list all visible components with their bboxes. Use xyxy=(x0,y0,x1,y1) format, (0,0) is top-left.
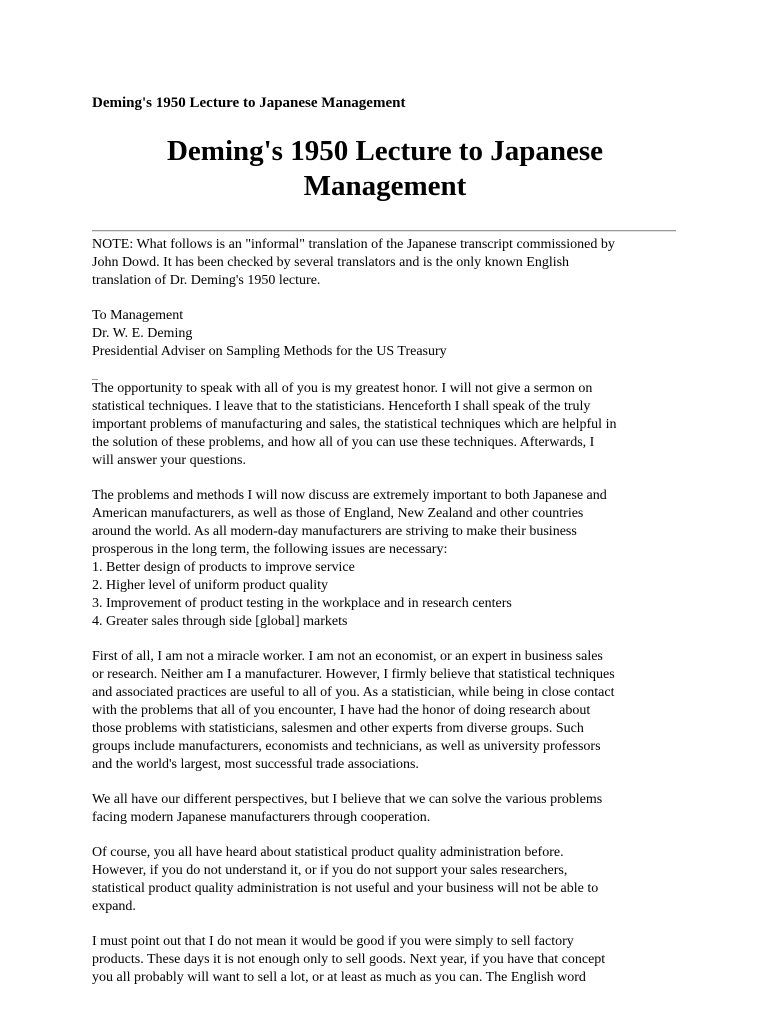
running-head: Deming's 1950 Lecture to Japanese Management xyxy=(92,95,406,111)
paragraph xyxy=(92,844,678,916)
paragraph-line: I must point out that I do not mean it would be good if you were simply to sell factory xyxy=(92,934,574,949)
paragraph xyxy=(92,380,678,470)
paragraph-line: American manufacturers, as well as those of England, New Zealand and other countries xyxy=(92,506,584,521)
address-line: To Management xyxy=(92,308,184,323)
paragraph-line: you all probably will want to sell a lot, or at least as much as you can. The English word xyxy=(92,970,586,985)
note-line: John Dowd. It has been checked by several translators and is the only known English xyxy=(92,255,570,270)
list-item: 3. Improvement of product testing in the workplace and in research centers xyxy=(92,596,512,611)
paragraph xyxy=(92,648,678,774)
article-body xyxy=(92,236,678,1004)
paragraph-line: groups include manufacturers, economists and technicians, as well as university professors xyxy=(92,739,601,754)
address-block xyxy=(92,307,678,361)
paragraph-line: The opportunity to speak with all of you is my greatest honor. I will not give a sermon on xyxy=(92,381,593,396)
list-item: 4. Greater sales through side [global] markets xyxy=(92,614,348,629)
paragraph-line: facing modern Japanese manufacturers through cooperation. xyxy=(92,810,431,825)
paragraph-line: with the problems that all of you encounter, I have had the honor of doing research about xyxy=(92,703,591,718)
paragraph-line: and associated practices are useful to all of you. As a statistician, while being in close contact xyxy=(92,685,615,700)
title-line: Deming's 1950 Lecture to Japanese xyxy=(166,135,604,167)
paragraph-line: The problems and methods I will now discuss are extremely important to both Japanese and xyxy=(92,488,607,503)
list-item: 1. Better design of products to improve service xyxy=(92,560,355,575)
horizontal-rule xyxy=(92,230,676,232)
paragraph xyxy=(92,487,678,631)
paragraph-line: Of course, you all have heard about statistical product quality administration before. xyxy=(92,845,564,860)
paragraph xyxy=(92,933,678,987)
note-line: translation of Dr. Deming's 1950 lecture. xyxy=(92,273,321,288)
paragraph-line: important problems of manufacturing and sales, the statistical techniques which are helpful in xyxy=(92,417,617,432)
paragraph-line: the solution of these problems, and how all of you can use these techniques. Afterwards, I xyxy=(92,435,595,450)
paragraph-line: those problems with statisticians, salesmen and other experts from diverse groups. Such xyxy=(92,721,584,736)
paragraph-line: around the world. As all modern-day manufacturers are striving to make their business xyxy=(92,524,577,539)
paragraph-line: First of all, I am not a miracle worker. I am not an economist, or an expert in business sales xyxy=(92,649,603,664)
list-item: 2. Higher level of uniform product quality xyxy=(92,578,328,593)
address-line: Presidential Adviser on Sampling Methods for the US Treasury xyxy=(92,344,447,359)
address-line: Dr. W. E. Deming xyxy=(92,326,193,341)
paragraph xyxy=(92,791,678,827)
paragraph-line: prosperous in the long term, the following issues are necessary: xyxy=(92,542,448,557)
paragraph-line: statistical techniques. I leave that to the statisticians. Henceforth I shall speak of the truly xyxy=(92,399,591,414)
paragraph-line: and the world's largest, most successful trade associations. xyxy=(92,757,419,772)
paragraph-line: or research. Neither am I a manufacturer. However, I firmly believe that statistical techniques xyxy=(92,667,615,682)
note-line: NOTE: What follows is an "informal" translation of the Japanese transcript commissioned by xyxy=(92,237,615,252)
paragraph-line: products. These days it is not enough only to sell goods. Next year, if you have that concept xyxy=(92,952,606,967)
page-title xyxy=(92,134,678,204)
title-line: Management xyxy=(303,170,467,202)
paragraph-line: statistical product quality administration is not useful and your business will not be able to xyxy=(92,881,599,896)
paragraph-line: expand. xyxy=(92,899,136,914)
translation-note xyxy=(92,236,678,290)
paragraph-line: will answer your questions. xyxy=(92,453,246,468)
paragraph-line: However, if you do not understand it, or if you do not support your sales researchers, xyxy=(92,863,568,878)
paragraph-line: We all have our different perspectives, but I believe that we can solve the various problems xyxy=(92,792,603,807)
